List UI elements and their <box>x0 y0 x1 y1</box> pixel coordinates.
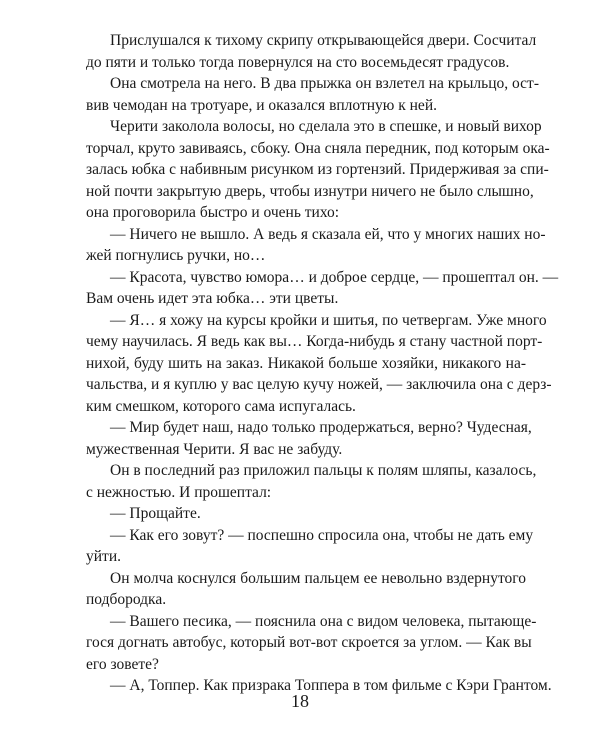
text-line: — А, Топпер. Как призрака Топпера в том фильме с Кэри Грантом. <box>110 677 552 694</box>
text-line: жей погнулись ручки, но… <box>86 247 266 264</box>
text-line: вив чемодан на тротуаре, и оказался вплотную к ней. <box>86 96 437 114</box>
paragraph <box>86 417 532 460</box>
page-number: 18 <box>291 691 309 711</box>
text-line: его зовете? <box>86 655 159 673</box>
text-line: — Я… я хожу на курсы кройки и шитья, по четвергам. Уже много <box>110 311 547 329</box>
text-line: Прислушался к тихому скрипу открывающейся двери. Сосчитал <box>110 32 537 49</box>
text-line: уйти. <box>86 548 121 565</box>
text-line: чальства, и я куплю у вас целую кучу ножей, — заключила она с дерз- <box>86 376 552 393</box>
paragraph <box>86 460 537 503</box>
body-text <box>86 30 559 697</box>
text-line: Вам очень идет эта юбка… эти цветы. <box>86 290 339 307</box>
text-line: чему научилась. Я ведь как вы… Когда-нибудь я стану частной порт- <box>86 333 543 350</box>
paragraph <box>86 611 537 676</box>
text-line: Он молча коснулся большим пальцем ее невольно вздернутого <box>110 569 526 587</box>
paragraph <box>86 224 546 267</box>
paragraph <box>86 116 550 224</box>
paragraph <box>86 503 526 525</box>
text-line: ной почти закрытую дверь, чтобы изнутри ничего не было слышно, <box>86 182 534 200</box>
text-line: залась юбка с набивным рисунком из гортензий. Придерживая за спи- <box>86 161 549 178</box>
text-line: — Вашего песика, — пояснила она с видом человека, пытающе- <box>110 612 537 630</box>
text-line: мужественная Черити. Я вас не забуду. <box>86 440 343 458</box>
text-line: — Мир будет наш, надо только продержаться, верно? Чудесная, <box>110 419 532 436</box>
text-line: — Как его зовут? — поспешно спросила она, чтобы не дать ему <box>110 526 534 544</box>
text-line: гося догнать автобус, который вот-вот скроется за углом. — Как вы <box>86 634 532 651</box>
text-line: до пяти и только тогда повернулся на сто восемьдесят градусов. <box>86 53 510 71</box>
text-line: — Красота, чувство юмора… и доброе сердце, — прошептал он. — <box>110 268 559 286</box>
text-line: она проговорила быстро и очень тихо: <box>86 204 340 221</box>
paragraph <box>86 310 552 418</box>
text-line: с нежностью. И прошептал: <box>86 483 272 501</box>
text-line: Черити заколола волосы, но сделала это в спешке, и новый вихор <box>110 118 542 135</box>
paragraph <box>86 525 534 568</box>
text-line: нихой, буду шить на заказ. Никакой больше хозяйки, никакого на- <box>86 354 526 372</box>
text-line: — Прощайте. <box>110 505 201 522</box>
text-line: ким смешком, которого сама испугалась. <box>86 397 356 415</box>
paragraph <box>86 73 539 116</box>
text-line: Он в последний раз приложил пальцы к полям шляпы, казалось, <box>110 462 537 479</box>
text-line: подбородка. <box>86 591 167 608</box>
text-line: торчал, круто завиваясь, сбоку. Она сняла передник, под которым ока- <box>86 139 550 157</box>
paragraph <box>86 267 559 310</box>
text-line: — Ничего не вышло. А ведь я сказала ей, что у многих наших но- <box>110 225 546 243</box>
text-line: Она смотрела на него. В два прыжка он взлетел на крыльцо, ост- <box>110 75 539 92</box>
paragraph <box>86 30 537 73</box>
paragraph <box>86 568 526 611</box>
